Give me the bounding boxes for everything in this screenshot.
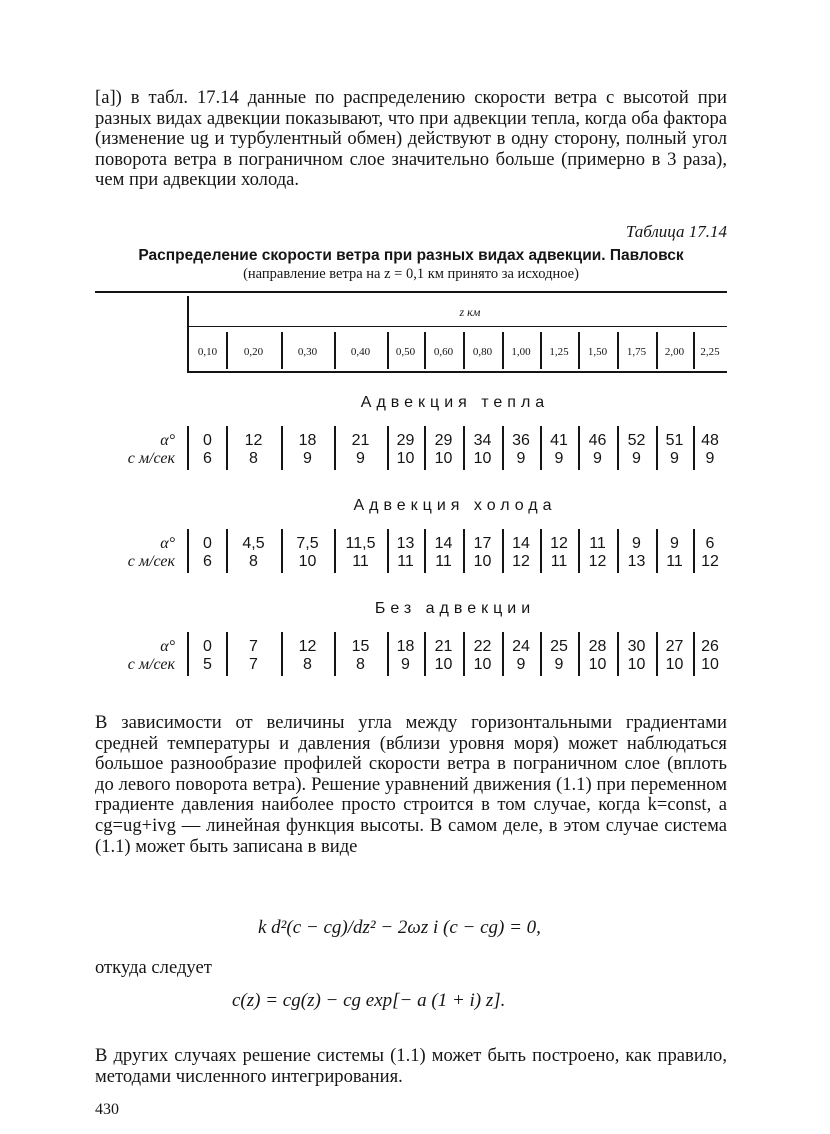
speed-value-cell: 12 — [512, 553, 530, 570]
angle-value-cell: 51 — [665, 432, 684, 449]
angle-value-cell: 4,5 — [242, 535, 265, 552]
height-header-cell: 1,75 — [626, 346, 647, 358]
angle-value-cell: 27 — [665, 638, 684, 655]
height-header-cell: 0,10 — [197, 346, 218, 358]
angle-value-cell: 21 — [434, 638, 453, 655]
angle-value-cell: 18 — [396, 638, 415, 655]
speed-value-cell: 11 — [352, 553, 369, 570]
angle-value-cell: 15 — [351, 638, 370, 655]
angle-value-cell: 52 — [627, 432, 646, 449]
angle-value-cell: 25 — [550, 638, 568, 655]
angle-value-cell: 30 — [627, 638, 646, 655]
speed-value-cell: 8 — [303, 656, 312, 673]
table-number: Таблица 17.14 — [625, 222, 727, 241]
height-axis-label: z км — [459, 305, 481, 319]
speed-value-cell: 10 — [701, 656, 719, 673]
speed-value-cell: 11 — [397, 553, 414, 570]
angle-value-cell: 12 — [298, 638, 317, 655]
table-title: Распределение скорости ветра при разных видах адвекции. Павловск — [138, 247, 684, 264]
angle-value-cell: 11,5 — [345, 535, 376, 552]
angle-value-cell: 17 — [473, 535, 492, 552]
angle-value-cell: 34 — [473, 432, 492, 449]
row-label-speed: с м/сек — [127, 656, 175, 673]
page-number: 430 — [95, 1101, 119, 1118]
speed-value-cell: 9 — [516, 656, 526, 673]
angle-value-cell: 24 — [512, 638, 530, 655]
section-title: Без адвекции — [374, 600, 536, 617]
height-header-cell: 0,30 — [297, 346, 318, 358]
height-header-cell: 0,40 — [350, 346, 371, 358]
speed-value-cell: 9 — [705, 450, 715, 467]
angle-value-cell: 21 — [351, 432, 370, 449]
speed-value-cell: 5 — [203, 656, 212, 673]
row-label-angle: α° — [160, 432, 175, 449]
angle-value-cell: 0 — [203, 535, 212, 552]
speed-value-cell: 9 — [356, 450, 365, 467]
speed-value-cell: 9 — [516, 450, 526, 467]
header-bottom-rule — [187, 371, 727, 373]
angle-value-cell: 13 — [396, 535, 415, 552]
paragraph-closing: В других случаях решение системы (1.1) может быть построено, как правило, методами численного интегрирования. — [95, 1045, 727, 1087]
angle-value-cell: 12 — [550, 535, 568, 552]
speed-value-cell: 7 — [249, 656, 258, 673]
speed-value-cell: 9 — [632, 450, 641, 467]
speed-value-cell: 10 — [588, 656, 607, 673]
speed-value-cell: 6 — [203, 450, 212, 467]
paragraph-main — [95, 713, 727, 857]
section-title: Адвекция тепла — [360, 394, 550, 411]
height-header-cell: 1,50 — [587, 346, 608, 358]
speed-value-cell: 10 — [627, 656, 646, 673]
speed-value-cell: 9 — [670, 450, 679, 467]
speed-value-cell: 13 — [627, 553, 646, 570]
angle-value-cell: 26 — [701, 638, 719, 655]
speed-value-cell: 12 — [588, 553, 607, 570]
row-label-angle: α° — [160, 638, 175, 655]
row-label-angle: α° — [160, 535, 175, 552]
angle-value-cell: 18 — [298, 432, 317, 449]
speed-value-cell: 12 — [701, 553, 719, 570]
speed-value-cell: 11 — [666, 553, 683, 570]
speed-value-cell: 9 — [303, 450, 312, 467]
height-header-cell: 1,25 — [549, 346, 569, 358]
equation-2: c(z) = cg(z) − cg exp[− a (1 + i) z]. — [232, 990, 506, 1011]
height-header-cell: 0,20 — [243, 346, 264, 358]
angle-value-cell: 41 — [550, 432, 568, 449]
angle-value-cell: 29 — [434, 432, 453, 449]
height-header-cell: 2,25 — [700, 346, 720, 358]
header-mid-rule — [189, 326, 727, 327]
paragraph-whence: откуда следует — [95, 957, 212, 978]
paragraph-main-text: В зависимости от величины угла между горизонтальными градиентами средней температуры и давления (вблизи уровня моря) может наблюдаться большое разнообразие профилей скорости ветра в пограничном слое (вплоть до левого поворота ветра). Решение уравнений движения (1.1) при переменном градиенте давления наиболее просто строится в том случае, когда k=const, а cg=ug+ivg — линейная функция высоты. В самом деле, в этом случае система (1.1) может быть записана в виде — [95, 712, 727, 857]
angle-value-cell: 6 — [705, 535, 715, 552]
angle-value-cell: 0 — [203, 432, 212, 449]
speed-value-cell: 6 — [203, 553, 212, 570]
height-header-cell: 0,80 — [472, 346, 493, 358]
speed-value-cell: 8 — [249, 450, 258, 467]
angle-value-cell: 7 — [249, 638, 258, 655]
table-top-rule — [95, 291, 727, 293]
speed-value-cell: 11 — [435, 553, 452, 570]
height-header-cell: 2,00 — [664, 346, 685, 358]
paragraph-intro: [a]) в табл. 17.14 данные по распределению скорости ветра с высотой при разных видах адвекции показывают, что при адвекции тепла, когда оба фактора (изменение ug и турбулентный обмен) действуют в одну сторону, полный угол поворота ветра в пограничном слое значительно больше (примерно в 3 раза), чем при адвекции холода. — [95, 87, 727, 191]
equation-1: k d²(c − cg)/dz² − 2ωz i (c − cg) = 0, — [258, 917, 541, 938]
speed-value-cell: 9 — [401, 656, 410, 673]
angle-value-cell: 22 — [473, 638, 492, 655]
angle-value-cell: 9 — [632, 535, 641, 552]
speed-value-cell: 11 — [550, 553, 568, 570]
speed-value-cell: 10 — [473, 450, 492, 467]
speed-value-cell: 10 — [298, 553, 317, 570]
section-title: Адвекция холода — [353, 497, 557, 514]
angle-value-cell: 9 — [670, 535, 679, 552]
speed-value-cell: 8 — [356, 656, 365, 673]
speed-value-cell: 10 — [434, 656, 453, 673]
angle-value-cell: 14 — [434, 535, 453, 552]
angle-value-cell: 28 — [588, 638, 607, 655]
speed-value-cell: 9 — [593, 450, 602, 467]
angle-value-cell: 11 — [589, 535, 606, 552]
angle-value-cell: 29 — [396, 432, 415, 449]
angle-value-cell: 0 — [203, 638, 212, 655]
row-label-speed: с м/сек — [127, 450, 175, 467]
speed-value-cell: 10 — [396, 450, 415, 467]
angle-value-cell: 12 — [244, 432, 263, 449]
speed-value-cell: 10 — [665, 656, 684, 673]
height-header-cell: 0,50 — [395, 346, 416, 358]
angle-value-cell: 46 — [588, 432, 607, 449]
speed-value-cell: 10 — [473, 656, 492, 673]
speed-value-cell: 10 — [473, 553, 492, 570]
speed-value-cell: 8 — [249, 553, 258, 570]
row-label-speed: с м/сек — [127, 553, 175, 570]
speed-value-cell: 9 — [554, 450, 564, 467]
angle-value-cell: 14 — [512, 535, 530, 552]
height-header-cell: 0,60 — [433, 346, 454, 358]
speed-value-cell: 10 — [434, 450, 453, 467]
angle-value-cell: 36 — [512, 432, 530, 449]
speed-value-cell: 9 — [554, 656, 564, 673]
angle-value-cell: 48 — [701, 432, 719, 449]
angle-value-cell: 7,5 — [296, 535, 319, 552]
height-header-cell: 1,00 — [511, 346, 531, 358]
table-subtitle: (направление ветра на z = 0,1 км принято за исходное) — [243, 266, 579, 282]
